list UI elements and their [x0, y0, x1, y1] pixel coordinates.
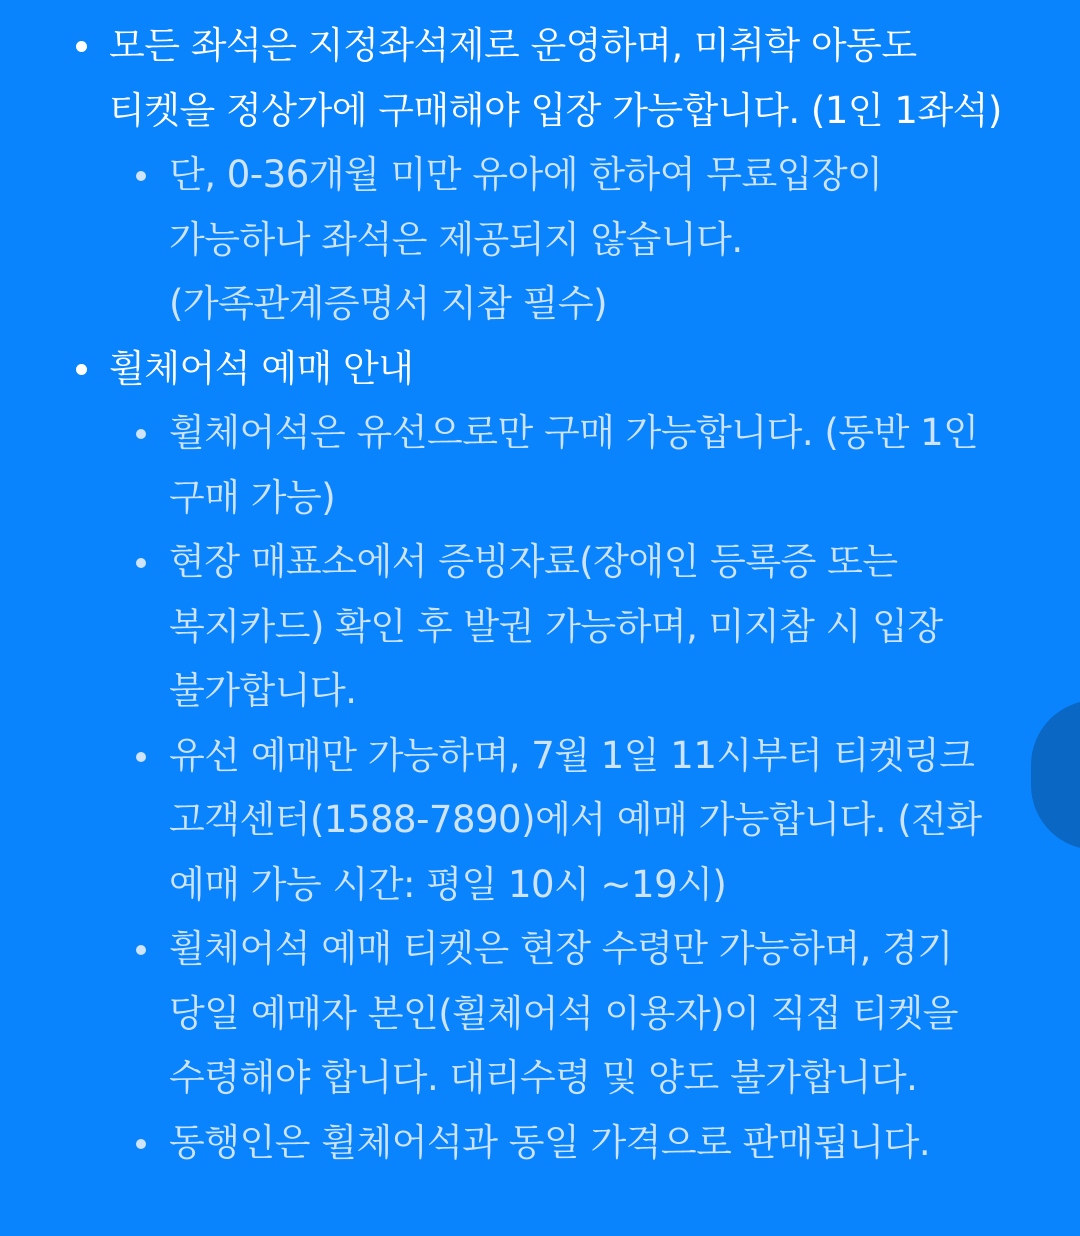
text-line: 단, 0-36개월 미만 유아에 한하여 무료입장이 — [169, 153, 883, 196]
text-line: 불가합니다. — [169, 669, 357, 712]
bullet-icon — [136, 1139, 146, 1149]
list-item-companion-price — [0, 1111, 1049, 1176]
sub-list-seating — [0, 143, 1080, 337]
text-line: 휠체어석 예매 티켓은 현장 수령만 가능하며, 경기 — [169, 927, 953, 970]
list-item-infant-free-entry — [0, 143, 1049, 337]
notice-content — [0, 14, 1080, 1175]
text-line: 현장 매표소에서 증빙자료(장애인 등록증 또는 — [169, 540, 898, 583]
list-item-phone-only — [0, 401, 1049, 530]
bullet-icon — [136, 752, 146, 762]
text-line: 구매 가능) — [169, 475, 336, 519]
text-line: 고객센터(1588-7890)에서 예매 가능합니다. (전화 — [169, 798, 982, 841]
sub-list-wheelchair — [0, 401, 1080, 1175]
bullet-icon — [136, 171, 146, 181]
text-line: (가족관계증명서 지참 필수) — [169, 282, 608, 325]
bullet-icon — [76, 41, 87, 52]
text-line: 복지카드) 확인 후 발권 가능하며, 미지참 시 입장 — [169, 604, 943, 648]
bullet-icon — [136, 945, 146, 955]
bullet-icon — [76, 364, 87, 375]
list-item-proof-documents — [0, 530, 1049, 724]
text-line: 당일 예매자 본인(휠체어석 이용자)이 직접 티켓을 — [169, 991, 959, 1035]
notice-list — [0, 14, 1080, 1175]
text-line: 동행인은 휠체어석과 동일 가격으로 판매됩니다. — [169, 1120, 931, 1164]
section-heading: 휠체어석 예매 안내 — [109, 346, 414, 390]
text-line: 예매 가능 시간: 평일 10시 ~19시) — [169, 862, 727, 906]
bullet-icon — [136, 429, 146, 439]
list-item-wheelchair-booking — [0, 337, 1049, 402]
text-line: 유선 예매만 가능하며, 7월 1일 11시부터 티켓링크 — [169, 733, 975, 777]
text-line: 티켓을 정상가에 구매해야 입장 가능합니다. (1인 1좌석) — [109, 88, 1002, 132]
text-line: 가능하나 좌석은 제공되지 않습니다. — [169, 217, 743, 261]
list-item-seating-policy — [0, 14, 1049, 143]
list-item-call-center — [0, 724, 1049, 918]
text-line: 수령해야 합니다. 대리수령 및 양도 불가합니다. — [169, 1056, 918, 1099]
list-item-onsite-pickup — [0, 917, 1049, 1111]
text-line: 휠체어석은 유선으로만 구매 가능합니다. (동반 1인 — [169, 411, 979, 454]
bullet-icon — [136, 558, 146, 568]
text-line: 모든 좌석은 지정좌석제로 운영하며, 미취학 아동도 — [109, 24, 917, 67]
